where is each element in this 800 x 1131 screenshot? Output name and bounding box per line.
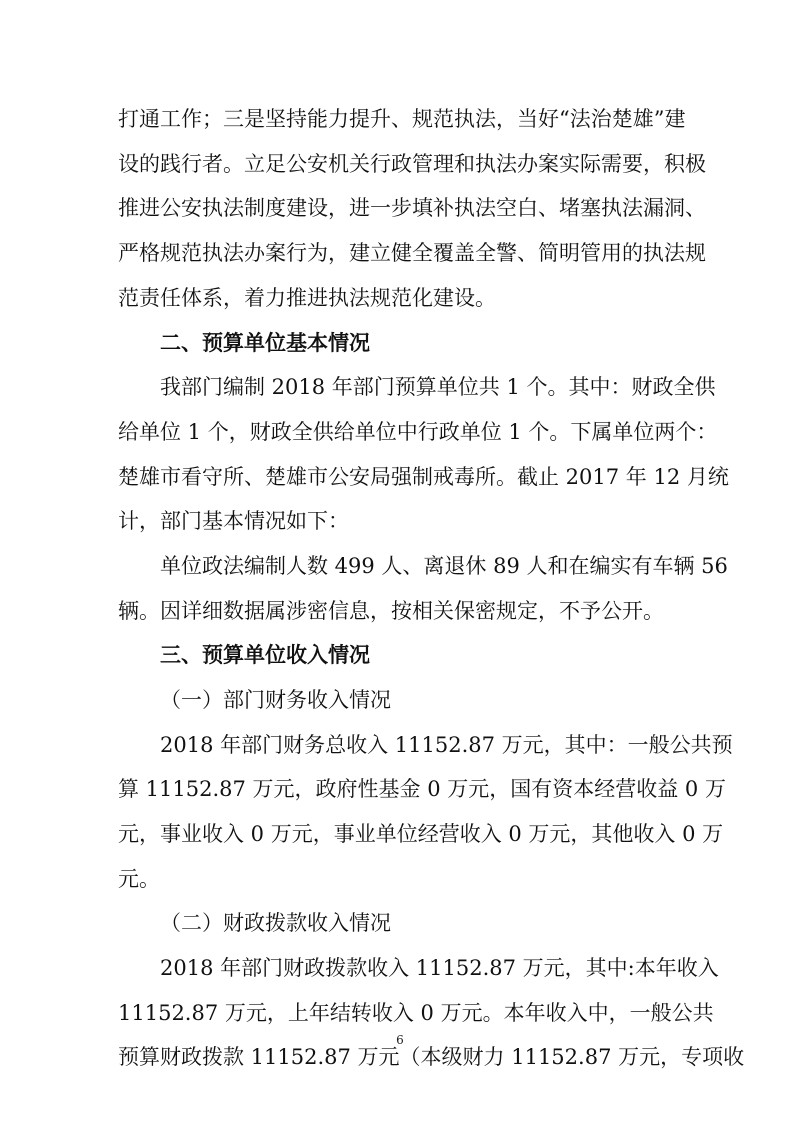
paragraph-line: 打通工作；三是坚持能力提升、规范执法，当好“法治楚雄”建	[118, 107, 686, 131]
paragraph-line: 预算财政拨款 11152.87 万元（本级财力 11152.87 万元，专项收	[118, 1045, 745, 1069]
paragraph-line: 推进公安执法制度建设，进一步填补执法空白、堵塞执法漏洞、	[118, 196, 706, 220]
page-number: 6	[396, 1033, 404, 1047]
paragraph-line: 范责任体系，着力推进执法规范化建设。	[118, 286, 496, 310]
section-heading-3: 三、预算单位收入情况	[160, 642, 370, 667]
paragraph-line: 我部门编制 2018 年部门预算单位共 1 个。其中：财政全供	[160, 375, 716, 399]
paragraph-line: 元。	[118, 867, 160, 891]
paragraph-line: 单位政法编制人数 499 人、离退休 89 人和在编实有车辆 56	[160, 554, 728, 578]
paragraph-line: 2018 年部门财务总收入 11152.87 万元，其中：一般公共预	[160, 733, 733, 757]
section-heading-2: 二、预算单位基本情况	[160, 330, 370, 355]
paragraph-line: 辆。因详细数据属涉密信息，按相关保密规定，不予公开。	[118, 599, 664, 623]
paragraph-line: 11152.87 万元，上年结转收入 0 万元。本年收入中，一般公共	[118, 1001, 714, 1025]
paragraph-line: 楚雄市看守所、楚雄市公安局强制戒毒所。截止 2017 年 12 月统	[118, 465, 729, 489]
paragraph-line: 给单位 1 个，财政全供给单位中行政单位 1 个。下属单位两个：	[118, 420, 718, 444]
paragraph-line: 2018 年部门财政拨款收入 11152.87 万元，其中:本年收入	[160, 956, 719, 980]
subsection-heading-2: （二）财政拨款收入情况	[160, 911, 391, 935]
subsection-heading-1: （一）部门财务收入情况	[160, 688, 391, 712]
paragraph-line: 计，部门基本情况如下：	[118, 509, 349, 533]
paragraph-line: 严格规范执法办案行为，建立健全覆盖全警、简明管用的执法规	[118, 241, 706, 265]
paragraph-line: 元，事业收入 0 万元，事业单位经营收入 0 万元，其他收入 0 万	[118, 822, 724, 846]
paragraph-line: 设的践行者。立足公安机关行政管理和执法办案实际需要，积极	[118, 152, 706, 176]
paragraph-line: 算 11152.87 万元，政府性基金 0 万元，国有资本经营收益 0 万	[118, 777, 726, 801]
